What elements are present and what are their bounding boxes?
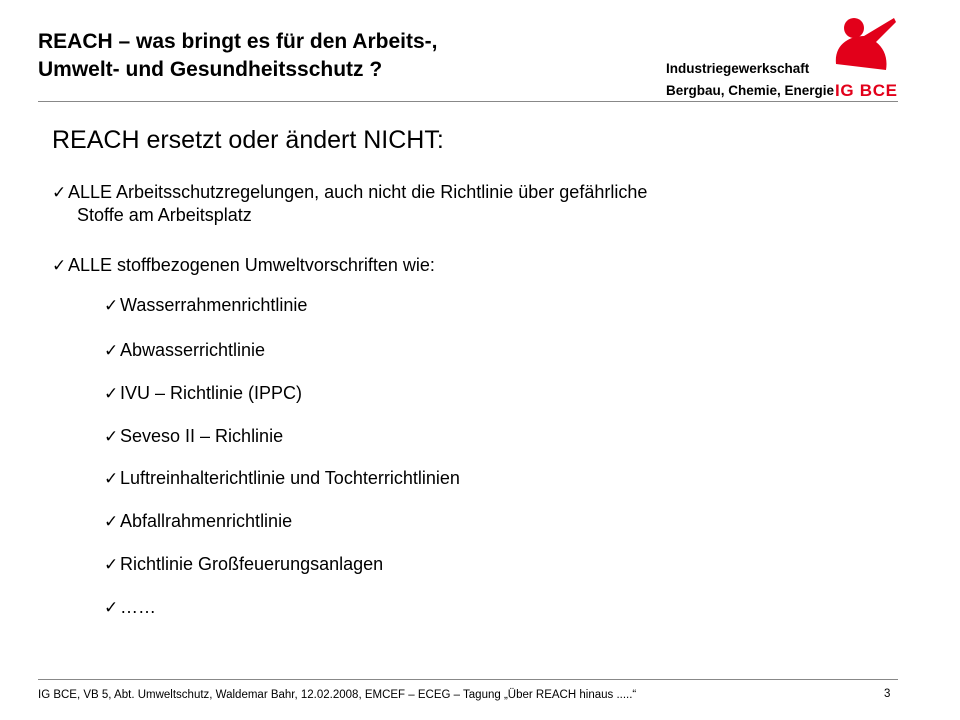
sub-list-item — [104, 554, 383, 575]
checkmark-icon: ✓ — [104, 341, 119, 360]
page-number: 3 — [884, 688, 891, 700]
sub-list-item — [104, 468, 460, 489]
sub-list-item-text: …… — [120, 597, 156, 617]
sub-list-item-text: Richtlinie Großfeuerungsanlagen — [120, 554, 384, 574]
list-item — [52, 181, 647, 227]
checkmark-icon: ✓ — [104, 512, 119, 531]
footer-text: IG BCE, VB 5, Abt. Umweltschutz, Waldemar Bahr, 12.02.2008, EMCEF – ECEG – Tagung „Über REACH hinaus .....“ — [38, 689, 637, 701]
sub-list-item-text: Wasserrahmenrichtlinie — [120, 295, 308, 315]
igbce-logo — [832, 14, 900, 100]
sub-list-item — [104, 383, 302, 404]
slide-title-line1: REACH – was bringt es für den Arbeits-, — [38, 30, 438, 53]
checkmark-icon: ✓ — [104, 384, 119, 403]
sub-list-item — [104, 340, 265, 361]
checkmark-icon: ✓ — [52, 256, 67, 275]
list-item-text-continued: Stoffe am Arbeitsplatz — [77, 205, 252, 225]
header-divider — [38, 101, 898, 102]
org-name-line2: Bergbau, Chemie, Energie — [666, 83, 835, 98]
org-name-line1: Industriegewerkschaft — [666, 61, 810, 76]
sub-list-item — [104, 511, 292, 532]
logo-head-shape — [844, 18, 864, 38]
logo-text: IG BCE — [835, 81, 897, 100]
sub-list-item-text: Seveso II – Richlinie — [120, 426, 284, 446]
list-item-text: ALLE Arbeitsschutzregelungen, auch nicht die Richtlinie über gefährliche — [68, 182, 648, 202]
org-name — [666, 58, 834, 102]
checkmark-icon: ✓ — [104, 427, 119, 446]
sub-list-item — [104, 426, 283, 447]
sub-list-item-text: Abfallrahmenrichtlinie — [120, 511, 293, 531]
slide-title — [38, 28, 437, 84]
checkmark-icon: ✓ — [104, 296, 119, 315]
checkmark-icon: ✓ — [104, 598, 119, 617]
sub-list-item — [104, 295, 307, 316]
slide-title-line2: Umwelt- und Gesundheitsschutz ? — [38, 58, 383, 81]
checkmark-icon: ✓ — [52, 183, 67, 202]
list-item-text: ALLE stoffbezogenen Umweltvorschriften wie: — [68, 255, 435, 275]
list-item — [52, 254, 435, 277]
sub-list-item-text: Abwasserrichtlinie — [120, 340, 266, 360]
content-heading: REACH ersetzt oder ändert NICHT: — [52, 126, 444, 154]
sub-list-item-text: Luftreinhalterichtlinie und Tochterrichtlinien — [120, 468, 460, 488]
footer-divider — [38, 679, 898, 680]
checkmark-icon: ✓ — [104, 469, 119, 488]
sub-list-item-text: IVU – Richtlinie (IPPC) — [120, 383, 303, 403]
sub-list-item — [104, 597, 156, 618]
checkmark-icon: ✓ — [104, 555, 119, 574]
